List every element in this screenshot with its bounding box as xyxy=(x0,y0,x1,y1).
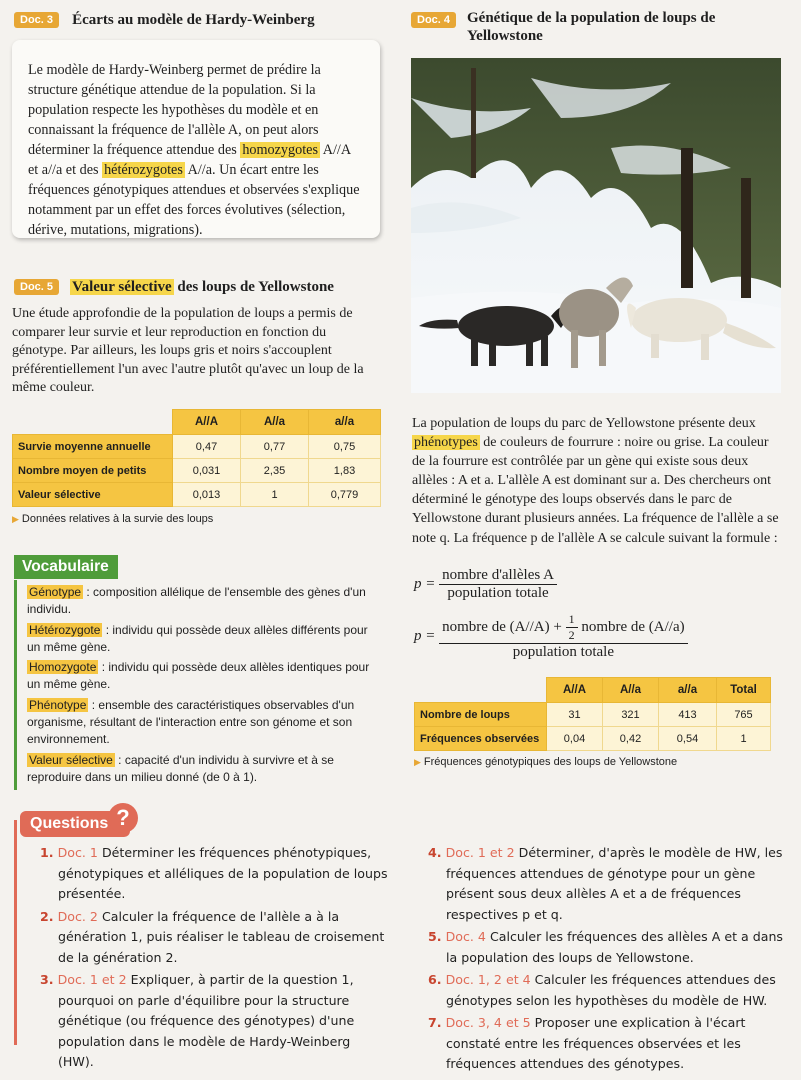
question-text: Déterminer les fréquences phénotypiques, génotypiques et alléliques de la population de loups présentée. xyxy=(58,845,388,901)
questions-left-column xyxy=(40,843,390,1075)
doc5-cell: 1 xyxy=(241,483,309,507)
doc4-cell: 321 xyxy=(603,703,659,727)
doc5-row-label: Valeur sélective xyxy=(13,483,173,507)
doc4-col-header: A//A xyxy=(547,678,603,703)
doc4-cell: 1 xyxy=(717,727,771,751)
doc4-tag: Doc. 4 xyxy=(411,12,456,28)
question-number: 7. xyxy=(428,1015,442,1030)
caption-bullet-icon: ▶ xyxy=(12,514,19,524)
question-doc-ref: Doc. 1 et 2 xyxy=(445,845,515,860)
doc5-cell: 0,77 xyxy=(241,435,309,459)
doc5-cell: 0,013 xyxy=(173,483,241,507)
formula-lhs: p = xyxy=(414,627,436,644)
doc4-table-corner xyxy=(415,678,547,703)
wolves-in-snow-image xyxy=(411,58,781,393)
table-row xyxy=(13,459,381,483)
doc5-tag: Doc. 5 xyxy=(14,279,59,295)
table-row xyxy=(415,703,771,727)
doc4-caption xyxy=(414,756,677,768)
formula-denominator: population totale xyxy=(447,585,549,601)
vocabulary-definition: : ensemble des caractéristiques observables d'un organisme, résultant de l'interaction entre son génome et son environnement. xyxy=(27,697,355,747)
doc5-cell: 0,47 xyxy=(173,435,241,459)
question-number: 4. xyxy=(428,845,442,860)
question-item xyxy=(428,927,788,968)
vocabulary-definition: : individu qui possède deux allèles différents pour un même gène. xyxy=(27,622,368,654)
vocabulary-term: Phénotype xyxy=(29,697,87,712)
vocabulary-entry xyxy=(27,622,382,656)
doc5-row-label: Survie moyenne annuelle xyxy=(13,435,173,459)
vocabulary-entry xyxy=(27,659,382,693)
formula-denominator: population totale xyxy=(512,644,614,660)
doc4-cell: 0,04 xyxy=(547,727,603,751)
doc5-caption xyxy=(12,513,213,525)
doc5-table xyxy=(12,409,381,507)
formula-lhs: p = xyxy=(414,575,436,592)
half-denominator: 2 xyxy=(568,628,575,642)
doc3-text-b: A//A et a//a et des xyxy=(28,142,351,178)
question-doc-ref: Doc. 1 et 2 xyxy=(57,972,127,987)
question-mark-icon: ? xyxy=(108,803,138,833)
question-number: 1. xyxy=(40,845,54,860)
question-text: Calculer les fréquences des allèles A et a dans la population des loups de Yellowstone. xyxy=(446,929,783,965)
half-numerator: 1 xyxy=(566,612,578,628)
doc3-tag: Doc. 3 xyxy=(14,12,59,28)
doc4-table xyxy=(414,677,771,751)
half-fraction xyxy=(566,612,578,643)
doc3-text-c: A//a. Un écart entre les fréquences génotypiques attendues et observées s'explique notamment par un effet des forces évolutives (sélection, dérive, mutations, migrations). xyxy=(28,162,360,238)
vocabulary-term: Homozygote xyxy=(29,660,97,675)
question-doc-ref: Doc. 1 xyxy=(57,845,98,860)
doc5-cell: 0,75 xyxy=(309,435,381,459)
doc3-highlight-heterozygotes: hétérozygotes xyxy=(104,162,183,178)
question-item xyxy=(428,970,788,1011)
question-item xyxy=(428,843,788,925)
doc5-title-rest: des loups de Yellowstone xyxy=(173,279,334,295)
formula-numerator xyxy=(439,612,687,644)
doc4-text-b: de couleurs de fourrure : noire ou grise. La couleur de la fourrure est contrôlée par un gène qui existe sous deux allèles : A et a. L'allèle A est dominant sur a. Des chercheurs ont déterminé le génotype des loups observés dans le parc de Yellowstone durant plusieurs années. La fréquence de l'allèle a se note q. La fréquence p de l'allèle A se calcule suivant la formule : xyxy=(412,435,779,546)
doc4-cell: 413 xyxy=(659,703,717,727)
doc5-row-label: Nombre moyen de petits xyxy=(13,459,173,483)
doc3-text-box xyxy=(12,40,380,238)
doc4-cell: 0,54 xyxy=(659,727,717,751)
questions-title: Questions xyxy=(20,811,130,837)
doc4-title: Génétique de la population de loups de Yellowstone xyxy=(467,10,716,44)
doc4-col-header: Total xyxy=(717,678,771,703)
doc5-cell: 2,35 xyxy=(241,459,309,483)
doc5-cell: 1,83 xyxy=(309,459,381,483)
vocabulary-box xyxy=(14,580,382,790)
questions-bar xyxy=(14,820,17,1045)
doc5-caption-text: Données relatives à la survie des loups xyxy=(21,513,214,525)
doc4-caption-text: Fréquences génotypiques des loups de Yellowstone xyxy=(423,756,678,768)
vocabulary-definition: : individu qui possède deux allèles identiques pour un même gène. xyxy=(27,660,370,692)
formula-numerator-a: nombre de (A//A) + xyxy=(442,618,566,635)
vocabulary-entry xyxy=(27,697,382,749)
doc3-highlight-homozygotes: homozygotes xyxy=(242,142,318,158)
questions-right-column xyxy=(428,843,788,1077)
doc4-cell: 765 xyxy=(717,703,771,727)
question-number: 6. xyxy=(428,972,442,987)
doc3-text-a: Le modèle de Hardy-Weinberg permet de prédire la structure génétique attendue de la population. Si la population respecte les hypothèses du modèle et en connaissant la fréquence de l'allèle A, on peut alors déterminer la fréquence attendue des xyxy=(28,62,321,158)
formula-fraction xyxy=(439,567,557,602)
vocabulary-term: Hétérozygote xyxy=(29,622,101,637)
caption-bullet-icon: ▶ xyxy=(414,757,421,767)
question-text: Calculer la fréquence de l'allèle a à la génération 1, puis réaliser le tableau de croisement de la génération 2. xyxy=(58,908,385,965)
question-item xyxy=(428,1013,788,1075)
question-doc-ref: Doc. 2 xyxy=(57,908,98,924)
question-text: Calculer les fréquences attendues des génotypes selon les hypothèses du modèle de HW. xyxy=(446,972,776,1008)
vocabulary-title: Vocabulaire xyxy=(14,555,118,579)
question-text: Déterminer, d'après le modèle de HW, les fréquences attendues de génotype pour un gène présent sous deux allèles A et a de fréquences respectives p et q. xyxy=(446,845,783,922)
question-number: 3. xyxy=(40,972,54,987)
doc5-col-header: a//a xyxy=(309,410,381,435)
doc5-col-header: A//A xyxy=(173,410,241,435)
doc3-header xyxy=(14,9,315,29)
doc5-paragraph: Une étude approfondie de la population de loups a permis de comparer leur survie et leur reproduction en fonction du génotype. Par ailleurs, les loups gris et noirs s'accouplent préférentiellement l'un avec l'autre plutôt qu'avec un loup de la même couleur. xyxy=(12,306,364,395)
vocabulary-definition: : capacité d'un individu à survivre et à se reproduire dans un milieu donné (de 0 à 1). xyxy=(27,752,334,784)
question-text: Proposer une explication à l'écart constaté entre les fréquences observées et les fréquences attendues des génotypes. xyxy=(446,1015,746,1071)
table-row xyxy=(13,483,381,507)
vocabulary-term: Valeur sélective xyxy=(29,752,113,767)
question-text: Expliquer, à partir de la question 1, pourquoi on parle d'équilibre pour la structure génétique (ou fréquence des génotypes) d'une population dans le modèle de Hardy-Weinberg (HW). xyxy=(58,972,355,1069)
doc4-cell: 31 xyxy=(547,703,603,727)
doc4-paragraph xyxy=(412,414,784,548)
doc4-cell: 0,42 xyxy=(603,727,659,751)
question-doc-ref: Doc. 1, 2 et 4 xyxy=(445,972,531,987)
doc5-col-header: A//a xyxy=(241,410,309,435)
formula-numerator: nombre d'allèles A xyxy=(439,567,557,585)
formula-fraction xyxy=(439,612,687,661)
doc4-col-header: a//a xyxy=(659,678,717,703)
vocabulary-entry xyxy=(27,752,382,786)
formula-allele-frequency xyxy=(414,567,557,602)
doc5-title-highlight: Valeur sélective xyxy=(72,279,172,295)
doc5-table-corner xyxy=(13,410,173,435)
doc5-header xyxy=(14,276,334,296)
table-row xyxy=(415,727,771,751)
doc4-highlight-phenotypes: phénotypes xyxy=(414,435,478,451)
vocabulary-term: Génotype xyxy=(29,585,82,599)
doc4-row-label: Nombre de loups xyxy=(415,703,547,727)
doc4-row-label: Fréquences observées xyxy=(415,727,547,751)
doc4-text-a: La population de loups du parc de Yellowstone présente deux xyxy=(412,416,756,431)
doc5-title xyxy=(70,279,334,295)
doc3-title: Écarts au modèle de Hardy-Weinberg xyxy=(72,12,315,28)
question-item xyxy=(40,907,390,969)
question-item xyxy=(40,970,390,1073)
table-row xyxy=(13,435,381,459)
question-doc-ref: Doc. 4 xyxy=(445,929,486,944)
doc4-header xyxy=(411,9,791,44)
question-number: 2. xyxy=(40,908,54,924)
doc5-cell: 0,031 xyxy=(173,459,241,483)
question-number: 5. xyxy=(428,929,442,944)
question-doc-ref: Doc. 3, 4 et 5 xyxy=(445,1015,531,1030)
doc4-col-header: A//a xyxy=(603,678,659,703)
formula-genotype-count xyxy=(414,612,688,661)
formula-numerator-b: nombre de (A//a) xyxy=(577,618,685,635)
wolves-photo xyxy=(411,58,781,393)
vocabulary-definition: : composition allélique de l'ensemble des gènes d'un individu. xyxy=(27,585,366,617)
doc5-cell: 0,779 xyxy=(309,483,381,507)
vocabulary-entry xyxy=(27,584,382,618)
question-item xyxy=(40,843,390,905)
